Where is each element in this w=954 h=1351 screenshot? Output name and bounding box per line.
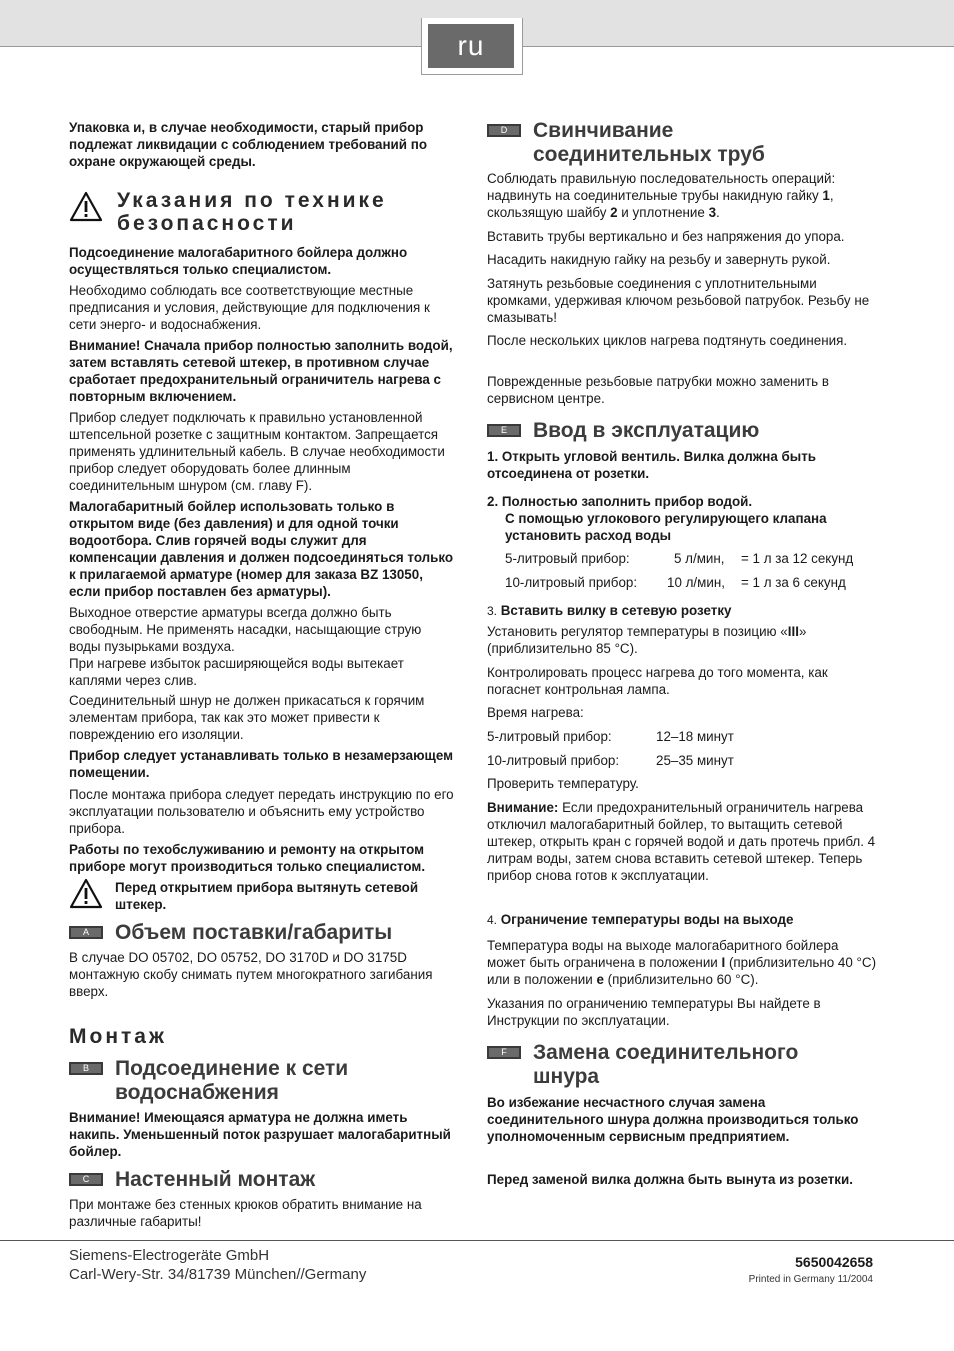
position-symbol: III (787, 624, 799, 639)
safety-p6b: При нагреве избыток расширяющейся воды вытекает каплями через слив. (69, 656, 404, 688)
limit-note: Указания по ограничению температуры Вы найдете в Инструкции по эксплуатации. (487, 996, 821, 1028)
section-b-text: Внимание! Имеющаяся арматура не должна иметь накипь. Уменьшенный поток разрушает малогабаритный бойлер. (69, 1110, 451, 1159)
heat-time: 25–35 минут (656, 753, 734, 768)
section-letter-badge: B (69, 1062, 103, 1075)
control-text: Контролировать процесс нагрева до того момента, как погаснет контрольная лампа. (487, 665, 828, 697)
safety-p1: Подсоединение малогабаритного бойлера должно осуществляться только специалистом. (69, 245, 408, 277)
section-b-title: Подсоединение к сети водоснабжения (115, 1057, 349, 1104)
section-f-p2: Перед заменой вилка должна быть вынута из розетки. (487, 1172, 853, 1187)
company-address: Carl-Wery-Str. 34/81739 München//Germany (69, 1266, 367, 1283)
disposal-note: Упаковка и, в случае необходимости, старый прибор подлежат ликвидации с соблюдением требований по охране окружающей среды. (69, 120, 428, 169)
warning-icon (69, 878, 103, 910)
regulator-text (487, 623, 877, 657)
text: Температура воды на выходе малогабаритного бойлера может быть ограничена в положении (487, 938, 839, 970)
heat-time: 12–18 минут (656, 729, 734, 744)
safety-p6: Выходное отверстие арматуры всегда должно быть свободным. Не применять насадки, насыщающие струю воды пузырьками воздуха. (69, 605, 422, 654)
language-tab (421, 18, 523, 75)
section-f-title: Замена соединительного шнура (533, 1041, 799, 1088)
position-symbol: I (721, 955, 726, 970)
part-number: 2 (610, 205, 618, 220)
position-symbol: e (596, 972, 604, 987)
device-label: 10-литровый прибор: (487, 753, 620, 768)
step-number: 4. (487, 913, 498, 927)
section-e-title: Ввод в эксплуатацию (533, 419, 760, 442)
safety-p2: Необходимо соблюдать все соответствующие местные предписания и условия, действующие для подключения к сети энерго- и водоснабжения. (69, 283, 430, 332)
device-label: 5-литровый прибор: (487, 729, 612, 744)
safety-p10: Работы по техобслуживанию и ремонту на открытом приборе могут производиться только специалистом. (69, 842, 426, 874)
step-text: Ограничение температуры воды на выходе (500, 912, 794, 927)
section-a-text: В случае DO 05702, DO 05752, DO 3170D и DO 3175D монтажную скобу снимать путем многократного загибания вверх. (69, 950, 433, 999)
section-c-text: При монтаже без стенных крюков обратить внимание на различные габариты! (69, 1197, 422, 1229)
step-4 (487, 911, 877, 929)
section-d-title: Свинчивание соединительных труб (533, 119, 765, 166)
text: и уплотнение (617, 205, 709, 220)
text: . (716, 205, 720, 220)
text: Если предохранительный ограничитель нагрева отключил малогабаритный бойлер, то вытащить сетевой штекер, открыть кран с горячей водой и дать протечь прибл. 4 литрам воды, затем снова вставить сетевой штекер. Теперь прибор снова готов к эксплуатации. (487, 800, 876, 883)
section-a-title: Объем поставки/габариты (115, 921, 393, 944)
section-d-p4: Затянуть резьбовые соединения с уплотнительными кромками, удерживая ключом резьбовой патрубок. Резьбу не смазывать! (487, 276, 870, 325)
section-letter-badge: F (487, 1046, 521, 1059)
limit-text (487, 937, 877, 988)
safety-p3: Внимание! Сначала прибор полностью заполнить водой, затем вставлять сетевой штекер, в противном случае сработает предохранительный ограничитель нагрева с повторным включением. (69, 338, 453, 404)
safety-p4: Прибор следует подключать к правильно установленной штепсельной розетке с защитным контактом. Запрещается применять удлинительный кабель. В случае необходимости прибор следует оборудовать более длинным соединительным шнуром (см. главу F). (69, 410, 445, 493)
flow-rate: 10 л/мин, (667, 575, 725, 590)
check-temp: Проверить температуру. (487, 776, 639, 791)
text: (приблизительно 60 °C). (603, 972, 759, 987)
text: , скользящую шайбу (487, 188, 834, 220)
flow-equivalent: = 1 л за 12 секунд (741, 551, 854, 566)
safety-p8: Прибор следует устанавливать только в незамерзающем помещении. (69, 748, 453, 780)
section-d-p2: Вставить трубы вертикально и без напряжения до упора. (487, 229, 845, 244)
section-d-p1 (487, 170, 877, 221)
safety-p5: Малогабаритный бойлер использовать только в открытом виде (без давления) и для одной точки водоотбора. Слив горячей воды служит для компенсации давления и должен подсоединяться только к прилагаемой арматуре (номер для заказа BZ 13050, если прибор поставлен без арматуры). (69, 499, 454, 599)
section-letter-badge: D (487, 124, 521, 137)
heat-time-label: Время нагрева: (487, 705, 584, 720)
warning-unplug: Перед открытием прибора вытянуть сетевой штекер. (115, 880, 419, 912)
print-info: Printed in Germany 11/2004 (748, 1274, 873, 1285)
safety-title: Указания по технике безопасности (117, 189, 387, 235)
safety-p9: После монтажа прибора следует передать инструкцию по его эксплуатации пользователю и объяснить ему устройство прибора. (69, 787, 454, 836)
part-number: 3 (708, 205, 717, 220)
safety-p7: Соединительный шнур не должен прикасаться к горячим элементам прибора, так как это может привести к повреждению его изоляции. (69, 693, 425, 742)
device-label: 5-литровый прибор: (505, 551, 630, 566)
section-d-p3: Насадить накидную гайку на резьбу и завернуть рукой. (487, 252, 831, 267)
flow-equivalent: = 1 л за 6 секунд (741, 575, 846, 590)
section-c-title: Настенный монтаж (115, 1168, 316, 1191)
text: (приблизительно 40 °C) или в положении (487, 955, 877, 987)
montage-title: Монтаж (69, 1025, 167, 1048)
footer-divider (0, 1240, 954, 1241)
step-2-detail: С помощью углокового регулирующего клапана установить расход воды (505, 511, 827, 543)
step-2: 2. Полностью заполнить прибор водой. (487, 494, 753, 509)
attention-text (487, 799, 877, 884)
section-letter-badge: A (69, 926, 103, 939)
text: » (приблизительно 85 °C). (487, 624, 807, 656)
section-letter-badge: C (69, 1173, 103, 1186)
language-label: ru (428, 24, 514, 68)
attention-label: Внимание: (487, 800, 559, 815)
section-f-p1: Во избежание несчастного случая замена соединительного шнура должна производиться только уполномоченным сервисным предприятием. (487, 1095, 859, 1144)
document-number: 5650042658 (795, 1254, 873, 1270)
warning-icon (69, 191, 103, 223)
section-d-p5: После нескольких циклов нагрева подтянуть соединения. (487, 333, 848, 348)
step-number: 3. (487, 604, 498, 618)
footer-company-block (69, 1246, 366, 1284)
step-3 (487, 602, 877, 620)
section-d-p6: Поврежденные резьбовые патрубки можно заменить в сервисном центре. (487, 374, 829, 406)
text: Соблюдать правильную последовательность операций: надвинуть на соединительные трубы накидную гайку (487, 171, 836, 203)
section-letter-badge: E (487, 424, 521, 437)
flow-rate: 5 л/мин, (674, 551, 725, 566)
part-number: 1 (822, 188, 830, 203)
step-text: Вставить вилку в сетевую розетку (500, 603, 732, 618)
text: Установить регулятор температуры в позицию « (487, 624, 788, 639)
step-1: 1. Открыть угловой вентиль. Вилка должна быть отсоединена от розетки. (487, 449, 817, 481)
company-name: Siemens-Electrogeräte GmbH (69, 1247, 270, 1264)
device-label: 10-литровый прибор: (505, 575, 638, 590)
